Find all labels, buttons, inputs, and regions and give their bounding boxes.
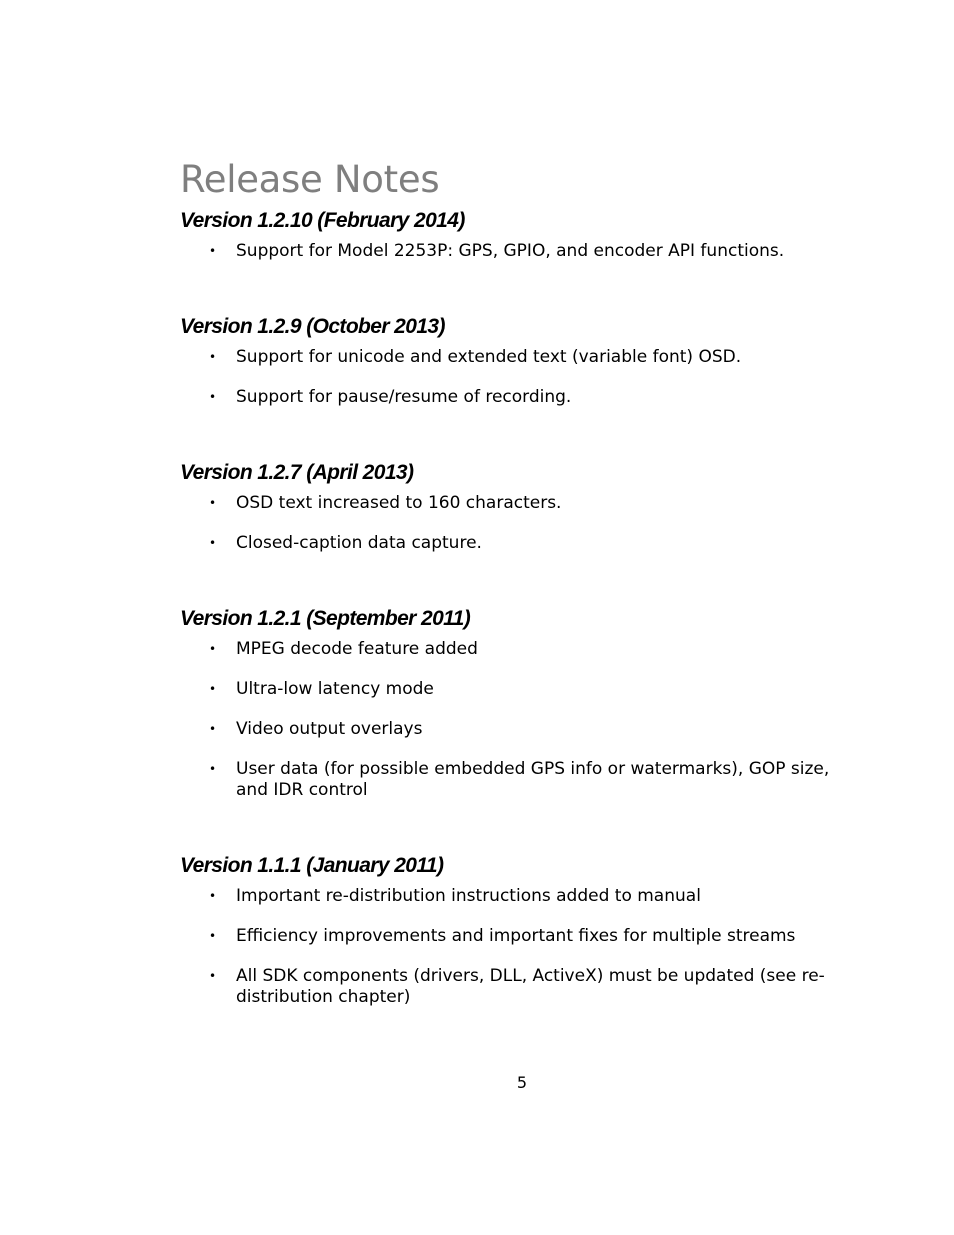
version-items (180, 493, 864, 554)
list-item-text: Efficiency improvements and important fixes for multiple streams (236, 926, 796, 946)
bullet-icon: • (209, 889, 217, 903)
list-item-text: Video output overlays (236, 719, 423, 739)
list-item (180, 639, 864, 660)
version-section (180, 606, 864, 801)
version-items (180, 347, 864, 408)
version-items (180, 639, 864, 801)
list-item (180, 886, 864, 907)
list-item (180, 533, 864, 554)
list-item-text: All SDK components (drivers, DLL, ActiveX) must be updated (see re-distribution chapter) (236, 966, 825, 1007)
version-heading: Version 1.2.7 (April 2013) (180, 461, 414, 484)
version-heading: Version 1.1.1 (January 2011) (180, 854, 444, 877)
list-item (180, 926, 864, 947)
version-heading: Version 1.2.10 (February 2014) (180, 209, 465, 232)
list-item-text: Support for unicode and extended text (variable font) OSD. (236, 347, 742, 367)
bullet-icon: • (209, 929, 217, 943)
list-item (180, 719, 864, 740)
list-item-text: Important re-distribution instructions added to manual (236, 886, 701, 906)
list-item-text: MPEG decode feature added (236, 639, 478, 659)
bullet-icon: • (209, 390, 217, 404)
bullet-icon: • (209, 350, 217, 364)
bullet-icon: • (209, 682, 217, 696)
bullet-icon: • (209, 642, 217, 656)
list-item (180, 966, 864, 1008)
version-section (180, 853, 864, 1008)
bullet-icon: • (209, 722, 217, 736)
list-item-text: OSD text increased to 160 characters. (236, 493, 562, 513)
document-page (180, 158, 864, 1008)
bullet-icon: • (209, 496, 217, 510)
page-number: 5 (516, 1073, 528, 1092)
list-item (180, 347, 864, 368)
list-item-text: Support for Model 2253P: GPS, GPIO, and encoder API functions. (236, 241, 785, 261)
list-item-text: Closed-caption data capture. (236, 533, 482, 553)
version-heading: Version 1.2.1 (September 2011) (180, 607, 471, 630)
list-item-text: User data (for possible embedded GPS info or watermarks), GOP size, and IDR control (236, 759, 830, 800)
bullet-icon: • (209, 536, 217, 550)
version-items (180, 241, 864, 262)
bullet-icon: • (209, 244, 217, 258)
version-section (180, 314, 864, 408)
list-item-text: Ultra-low latency mode (236, 679, 434, 699)
list-item (180, 241, 864, 262)
version-heading: Version 1.2.9 (October 2013) (180, 315, 445, 338)
bullet-icon: • (209, 969, 217, 983)
list-item (180, 759, 864, 801)
list-item (180, 387, 864, 408)
version-section (180, 208, 864, 262)
version-section (180, 460, 864, 554)
bullet-icon: • (209, 762, 217, 776)
page-title: Release Notes (180, 158, 440, 201)
list-item (180, 493, 864, 514)
list-item (180, 679, 864, 700)
version-items (180, 886, 864, 1008)
list-item-text: Support for pause/resume of recording. (236, 387, 572, 407)
